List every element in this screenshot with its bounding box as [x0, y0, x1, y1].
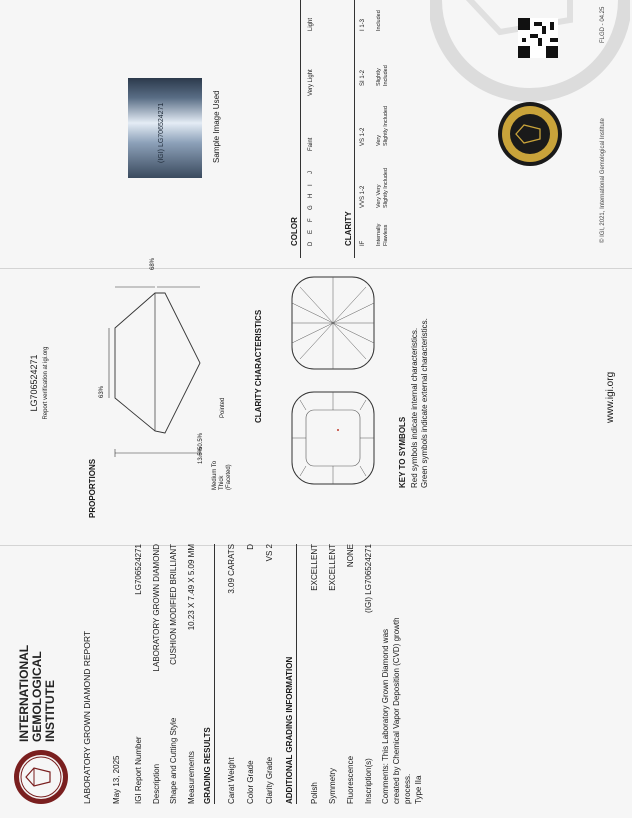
detail-row: IGI Report Number LG706524271 — [134, 544, 143, 804]
verification-block — [28, 328, 52, 438]
grading-row: Color Grade D — [246, 544, 255, 804]
additional-info-block — [306, 544, 378, 804]
table-percent: 63% — [99, 385, 105, 398]
grading-row: Carat Weight 3.09 CARATS — [227, 544, 236, 804]
grading-results-heading: GRADING RESULTS — [203, 727, 212, 804]
sample-image-caption: Sample Image Used — [212, 90, 221, 163]
igi-seal-icon — [12, 748, 70, 806]
sample-diamond-image — [128, 78, 202, 178]
divider — [214, 544, 215, 804]
igi-gold-seal-icon — [496, 100, 564, 168]
clarity-characteristics-heading: CLARITY CHARACTERISTICS — [254, 309, 263, 423]
clarity-plot-bottom-view — [288, 273, 378, 373]
detail-row: Measurements 10.23 X 7.49 X 5.09 MM — [186, 544, 196, 804]
grading-row: Clarity Grade VS 2 — [265, 544, 274, 804]
depth-percent: 68% — [150, 257, 156, 270]
divider — [354, 0, 355, 258]
girdle: Medium To Thick (Faceted) — [212, 460, 232, 490]
clarity-plot-top-view — [288, 388, 378, 488]
divider — [296, 544, 297, 804]
qr-code-icon[interactable] — [518, 18, 558, 58]
grading-results-block — [222, 544, 279, 804]
report-date: May 13, 2025 — [112, 755, 121, 804]
additional-row: Symmetry EXCELLENT — [328, 544, 337, 804]
clarity-scale-descriptions: Internally Flawless Very Very Slightly Included Very Slightly Included Slightly Included Included — [376, 10, 389, 246]
copyright: © IGI, 2021, International Gemological Institute — [600, 118, 606, 243]
culet: Pointed — [220, 397, 226, 418]
form-code: FLGD - 04.25 — [600, 6, 606, 43]
proportions-diagram — [105, 283, 205, 493]
comments: Comments: This Laboratory Grown Diamond was created by Chemical Vapor Deposition (CVD) growth process. Type IIa — [381, 617, 423, 804]
verification-number: LG706524271 — [29, 354, 39, 412]
details-block — [130, 544, 200, 804]
proportions-heading: PROPORTIONS — [88, 458, 97, 518]
color-scale-heading: COLOR — [290, 217, 299, 246]
institute-name: INTERNATIONAL GEMOLOGICAL INSTITUTE — [17, 644, 57, 742]
crown-percent: 13.5% — [198, 446, 204, 464]
verification-note: Report verification at igi.org — [43, 346, 49, 420]
key-to-symbols-heading: KEY TO SYMBOLS — [398, 416, 407, 488]
inscription-row: Inscription(s) (IGI) LG706524271 — [364, 544, 373, 804]
color-scale: D E F G H I J Faint Very Light Light — [308, 17, 314, 246]
website: www.igi.org — [605, 371, 616, 423]
detail-row: Description LABORATORY GROWN DIAMOND — [151, 544, 161, 804]
clarity-scale: IF VVS 1-2 VS 1-2 SI 1-2 I 1-3 — [360, 18, 366, 246]
detail-row: Shape and Cutting Style CUSHION MODIFIED BRILLIANT — [169, 544, 178, 804]
additional-info-heading: ADDITIONAL GRADING INFORMATION — [285, 656, 294, 804]
clarity-scale-heading: CLARITY — [344, 211, 353, 246]
report-title: LABORATORY GROWN DIAMOND REPORT — [82, 630, 92, 804]
sample-image-inscription: (IGI) LG706524271 — [158, 102, 165, 163]
key-to-symbols-text: Red symbols indicate internal characteristics. Green symbols indicate external characteristics. — [410, 318, 429, 488]
additional-row: Fluorescence NONE — [346, 544, 355, 804]
additional-row: Polish EXCELLENT — [310, 544, 319, 804]
pavilion-percent: 50.5% — [198, 432, 204, 450]
divider — [300, 0, 301, 258]
